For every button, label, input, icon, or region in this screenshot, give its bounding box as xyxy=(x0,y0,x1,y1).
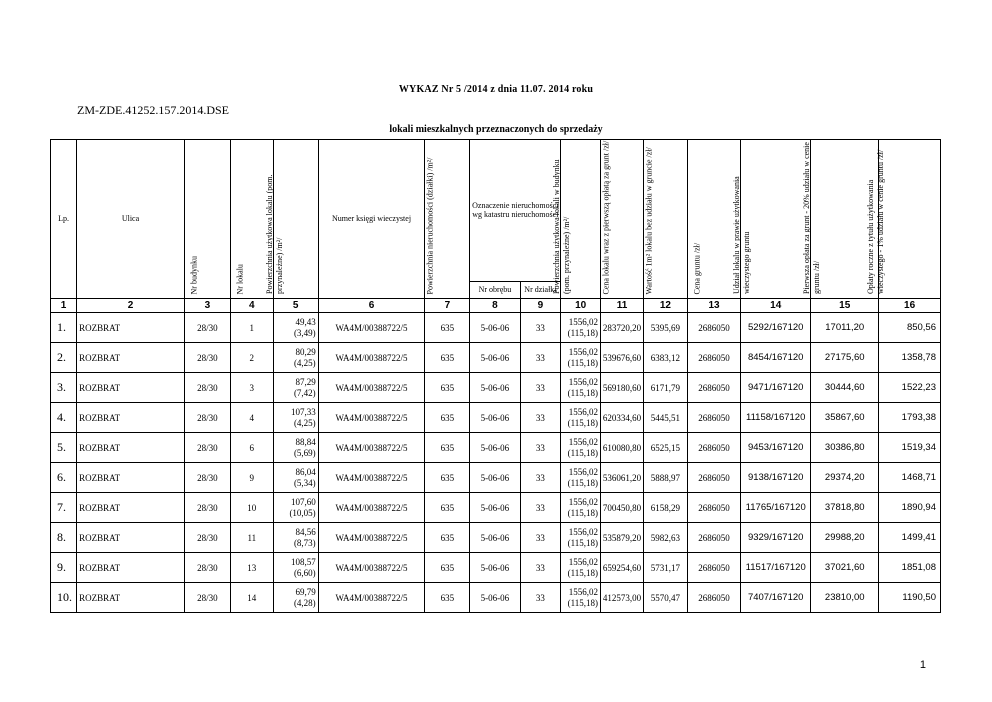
row-pow-lokalu-value: 69,79 xyxy=(295,586,316,597)
header-pierwsza-oplata: Pierwsza opłata za grunt - 20% udziału w cenie gruntu /zł/ xyxy=(811,140,879,299)
row-pow-lokalu-secondary: (4,25) xyxy=(293,417,316,428)
row-nr-budynku: 28/30 xyxy=(184,583,230,613)
row-cena-lokalu: 700450,80 xyxy=(601,493,644,523)
table-row xyxy=(51,463,941,493)
row-pierwsza-oplata: 30444,60 xyxy=(811,373,879,403)
row-wartosc-1m2: 5570,47 xyxy=(643,583,687,613)
row-udzial: 9329/167120 xyxy=(741,523,811,553)
row-pow-lokalu xyxy=(273,433,318,463)
row-cena-gruntu: 2686050 xyxy=(687,583,740,613)
row-pow-lokalu-secondary: (10,05) xyxy=(289,507,316,518)
row-pow-budynku xyxy=(561,343,601,373)
row-udzial: 11158/167120 xyxy=(741,403,811,433)
row-pow-lokalu-secondary: (5,34) xyxy=(293,477,316,488)
row-kw: WA4M/00388722/5 xyxy=(318,523,425,553)
row-nr-obrebu: 5-06-06 xyxy=(470,433,520,463)
row-lp: 10. xyxy=(51,583,77,613)
row-pow-budynku-secondary: (115,18) xyxy=(567,567,599,578)
row-udzial: 9471/167120 xyxy=(741,373,811,403)
header-nr-lokalu: Nr lokalu xyxy=(230,140,273,299)
header-lp: Lp. xyxy=(51,140,77,299)
row-pow-lokalu-secondary: (3,49) xyxy=(293,327,316,338)
row-pow-lokalu xyxy=(273,493,318,523)
row-pierwsza-oplata: 37818,80 xyxy=(811,493,879,523)
row-pow-nieruch: 635 xyxy=(425,583,470,613)
row-pow-nieruch: 635 xyxy=(425,373,470,403)
row-pow-budynku-value: 1556,02 xyxy=(568,376,599,387)
row-nr-obrebu: 5-06-06 xyxy=(470,313,520,343)
row-nr-budynku: 28/30 xyxy=(184,343,230,373)
column-number: 16 xyxy=(879,299,941,313)
row-cena-lokalu: 569180,60 xyxy=(601,373,644,403)
row-pow-budynku xyxy=(561,373,601,403)
row-oplaty-roczne: 1499,41 xyxy=(879,523,941,553)
row-cena-lokalu: 412573,00 xyxy=(601,583,644,613)
row-pow-lokalu xyxy=(273,313,318,343)
row-pierwsza-oplata: 27175,60 xyxy=(811,343,879,373)
row-cena-lokalu: 539676,60 xyxy=(601,343,644,373)
table-row xyxy=(51,493,941,523)
row-nr-obrebu: 5-06-06 xyxy=(470,583,520,613)
row-kw: WA4M/00388722/5 xyxy=(318,313,425,343)
row-wartosc-1m2: 6383,12 xyxy=(643,343,687,373)
row-pow-lokalu-secondary: (5,69) xyxy=(293,447,316,458)
row-pow-nieruch: 635 xyxy=(425,313,470,343)
row-cena-gruntu: 2686050 xyxy=(687,523,740,553)
row-nr-budynku: 28/30 xyxy=(184,553,230,583)
table-row xyxy=(51,523,941,553)
row-oplaty-roczne: 1793,38 xyxy=(879,403,941,433)
row-oplaty-roczne: 850,56 xyxy=(879,313,941,343)
row-ulica: ROZBRAT xyxy=(77,373,185,403)
row-nr-lokalu: 1 xyxy=(230,313,273,343)
table-row xyxy=(51,403,941,433)
row-kw: WA4M/00388722/5 xyxy=(318,493,425,523)
row-nr-budynku: 28/30 xyxy=(184,463,230,493)
row-pow-lokalu xyxy=(273,403,318,433)
row-nr-dzialki: 33 xyxy=(520,373,561,403)
column-number: 3 xyxy=(184,299,230,313)
row-cena-lokalu: 659254,60 xyxy=(601,553,644,583)
table-row xyxy=(51,583,941,613)
row-pierwsza-oplata: 30386,80 xyxy=(811,433,879,463)
row-nr-obrebu: 5-06-06 xyxy=(470,463,520,493)
row-ulica: ROZBRAT xyxy=(77,403,185,433)
document-subtitle: lokali mieszkalnych przeznaczonych do sprzedaży xyxy=(389,124,603,135)
row-nr-lokalu: 4 xyxy=(230,403,273,433)
row-pow-lokalu-value: 107,33 xyxy=(290,406,316,417)
properties-table xyxy=(50,139,941,613)
row-cena-gruntu: 2686050 xyxy=(687,553,740,583)
column-number: 9 xyxy=(520,299,561,313)
column-number: 8 xyxy=(470,299,520,313)
header-udzial: Udział lokalu w prawie użytkowania wieczystego gruntu xyxy=(741,140,811,299)
row-udzial: 5292/167120 xyxy=(741,313,811,343)
row-ulica: ROZBRAT xyxy=(77,583,185,613)
column-number: 4 xyxy=(230,299,273,313)
row-pow-budynku xyxy=(561,553,601,583)
row-nr-dzialki: 33 xyxy=(520,583,561,613)
row-cena-lokalu: 610080,80 xyxy=(601,433,644,463)
column-number: 5 xyxy=(273,299,318,313)
row-lp: 8. xyxy=(51,523,77,553)
row-pierwsza-oplata: 35867,60 xyxy=(811,403,879,433)
row-pow-lokalu-value: 108,57 xyxy=(290,556,316,567)
row-kw: WA4M/00388722/5 xyxy=(318,373,425,403)
row-oplaty-roczne: 1358,78 xyxy=(879,343,941,373)
row-lp: 7. xyxy=(51,493,77,523)
row-nr-budynku: 28/30 xyxy=(184,373,230,403)
row-nr-lokalu: 6 xyxy=(230,433,273,463)
row-ulica: ROZBRAT xyxy=(77,553,185,583)
header-nr-obrebu: Nr obrębu xyxy=(470,281,520,298)
row-pow-budynku xyxy=(561,463,601,493)
row-nr-dzialki: 33 xyxy=(520,553,561,583)
header-nr-budynku: Nr budynku xyxy=(184,140,230,299)
row-lp: 3. xyxy=(51,373,77,403)
row-pow-lokalu-secondary: (4,28) xyxy=(293,597,316,608)
header-wartosc-1m2: Wartość 1m² lokalu bez udziału w gruncie /zł/ xyxy=(643,140,687,299)
table-row xyxy=(51,343,941,373)
row-wartosc-1m2: 5982,63 xyxy=(643,523,687,553)
row-pow-nieruch: 635 xyxy=(425,523,470,553)
column-number: 12 xyxy=(643,299,687,313)
row-oplaty-roczne: 1468,71 xyxy=(879,463,941,493)
row-pow-lokalu-secondary: (6,60) xyxy=(293,567,316,578)
row-wartosc-1m2: 5445,51 xyxy=(643,403,687,433)
row-pow-budynku xyxy=(561,523,601,553)
row-pow-budynku-secondary: (115,18) xyxy=(567,597,599,608)
row-oplaty-roczne: 1519,34 xyxy=(879,433,941,463)
row-ulica: ROZBRAT xyxy=(77,523,185,553)
column-number: 7 xyxy=(425,299,470,313)
row-nr-dzialki: 33 xyxy=(520,463,561,493)
row-nr-obrebu: 5-06-06 xyxy=(470,523,520,553)
row-oplaty-roczne: 1190,50 xyxy=(879,583,941,613)
row-lp: 5. xyxy=(51,433,77,463)
row-pow-budynku-value: 1556,02 xyxy=(568,346,599,357)
row-pow-lokalu-value: 80,29 xyxy=(295,346,316,357)
row-ulica: ROZBRAT xyxy=(77,493,185,523)
row-pow-lokalu-value: 88,84 xyxy=(295,436,316,447)
row-nr-obrebu: 5-06-06 xyxy=(470,493,520,523)
row-nr-lokalu: 9 xyxy=(230,463,273,493)
row-wartosc-1m2: 5888,97 xyxy=(643,463,687,493)
row-pow-budynku-secondary: (115,18) xyxy=(567,507,599,518)
row-pow-lokalu-value: 87,29 xyxy=(295,376,316,387)
column-number: 13 xyxy=(687,299,740,313)
page-number: 1 xyxy=(919,659,926,671)
row-pow-nieruch: 635 xyxy=(425,463,470,493)
row-udzial: 7407/167120 xyxy=(741,583,811,613)
column-number: 1 xyxy=(51,299,77,313)
row-lp: 6. xyxy=(51,463,77,493)
row-pierwsza-oplata: 29988,20 xyxy=(811,523,879,553)
row-wartosc-1m2: 5395,69 xyxy=(643,313,687,343)
header-nr-dzialki: Nr działki xyxy=(520,281,561,298)
row-pow-lokalu xyxy=(273,373,318,403)
column-number: 6 xyxy=(318,299,425,313)
row-nr-obrebu: 5-06-06 xyxy=(470,343,520,373)
header-oznaczenie: Oznaczenie nieruchomości wg katastru nieruchomości xyxy=(470,140,561,282)
row-pow-lokalu xyxy=(273,553,318,583)
column-number-row xyxy=(51,299,941,313)
row-kw: WA4M/00388722/5 xyxy=(318,553,425,583)
reference-number: ZM-ZDE.41252.157.2014.DSE xyxy=(77,103,229,117)
row-pow-budynku xyxy=(561,313,601,343)
row-cena-lokalu: 620334,60 xyxy=(601,403,644,433)
row-kw: WA4M/00388722/5 xyxy=(318,583,425,613)
column-number: 11 xyxy=(601,299,644,313)
row-oplaty-roczne: 1522,23 xyxy=(879,373,941,403)
row-pow-budynku-value: 1556,02 xyxy=(568,526,599,537)
row-pow-lokalu-value: 49,43 xyxy=(295,316,316,327)
row-pierwsza-oplata: 37021,60 xyxy=(811,553,879,583)
row-pow-lokalu-value: 107,60 xyxy=(290,496,316,507)
table-body xyxy=(51,313,941,613)
row-cena-gruntu: 2686050 xyxy=(687,343,740,373)
row-nr-budynku: 28/30 xyxy=(184,403,230,433)
header-kw: Numer księgi wieczystej xyxy=(318,140,425,299)
row-pow-nieruch: 635 xyxy=(425,553,470,583)
row-pierwsza-oplata: 23810,00 xyxy=(811,583,879,613)
header-pow-lokalu: Powierzchnia użytkowa lokalu (pom. przynależne) /m²/ xyxy=(273,140,318,299)
row-pow-budynku-secondary: (115,18) xyxy=(567,357,599,368)
header-cena-lokalu: Cena lokalu wraz z pierwszą opłatą za grunt /zł/ xyxy=(601,140,644,299)
row-kw: WA4M/00388722/5 xyxy=(318,463,425,493)
row-nr-dzialki: 33 xyxy=(520,433,561,463)
row-pow-lokalu-secondary: (8,73) xyxy=(293,537,316,548)
row-ulica: ROZBRAT xyxy=(77,463,185,493)
table-row xyxy=(51,313,941,343)
row-nr-budynku: 28/30 xyxy=(184,313,230,343)
row-nr-lokalu: 14 xyxy=(230,583,273,613)
row-pow-lokalu-secondary: (7,42) xyxy=(293,387,316,398)
row-pow-budynku-secondary: (115,18) xyxy=(567,447,599,458)
row-nr-lokalu: 2 xyxy=(230,343,273,373)
row-nr-lokalu: 10 xyxy=(230,493,273,523)
row-nr-dzialki: 33 xyxy=(520,313,561,343)
header-cena-gruntu: Cena gruntu /zł/ xyxy=(687,140,740,299)
row-pow-budynku-secondary: (115,18) xyxy=(567,417,599,428)
row-pow-budynku-secondary: (115,18) xyxy=(567,327,599,338)
header-row xyxy=(51,140,941,282)
row-nr-lokalu: 11 xyxy=(230,523,273,553)
column-number: 2 xyxy=(77,299,185,313)
row-wartosc-1m2: 5731,17 xyxy=(643,553,687,583)
row-cena-gruntu: 2686050 xyxy=(687,493,740,523)
row-cena-gruntu: 2686050 xyxy=(687,313,740,343)
row-cena-lokalu: 535879,20 xyxy=(601,523,644,553)
row-cena-gruntu: 2686050 xyxy=(687,433,740,463)
header-ulica: Ulica xyxy=(77,140,185,299)
row-nr-obrebu: 5-06-06 xyxy=(470,373,520,403)
row-lp: 1. xyxy=(51,313,77,343)
row-kw: WA4M/00388722/5 xyxy=(318,433,425,463)
row-cena-gruntu: 2686050 xyxy=(687,373,740,403)
row-nr-budynku: 28/30 xyxy=(184,493,230,523)
row-lp: 2. xyxy=(51,343,77,373)
row-cena-gruntu: 2686050 xyxy=(687,403,740,433)
row-pow-nieruch: 635 xyxy=(425,493,470,523)
row-nr-budynku: 28/30 xyxy=(184,523,230,553)
row-nr-lokalu: 3 xyxy=(230,373,273,403)
row-pow-lokalu-value: 84,56 xyxy=(295,526,316,537)
row-pow-budynku xyxy=(561,433,601,463)
row-nr-dzialki: 33 xyxy=(520,523,561,553)
row-wartosc-1m2: 6525,15 xyxy=(643,433,687,463)
row-pierwsza-oplata: 29374,20 xyxy=(811,463,879,493)
column-number: 14 xyxy=(741,299,811,313)
row-cena-lokalu: 536061,20 xyxy=(601,463,644,493)
row-lp: 4. xyxy=(51,403,77,433)
row-nr-obrebu: 5-06-06 xyxy=(470,553,520,583)
row-pow-lokalu xyxy=(273,523,318,553)
row-pow-budynku-value: 1556,02 xyxy=(568,586,599,597)
column-number: 10 xyxy=(561,299,601,313)
row-udzial: 9453/167120 xyxy=(741,433,811,463)
row-nr-lokalu: 13 xyxy=(230,553,273,583)
table-row xyxy=(51,553,941,583)
row-nr-budynku: 28/30 xyxy=(184,433,230,463)
row-pow-nieruch: 635 xyxy=(425,343,470,373)
row-cena-lokalu: 283720,20 xyxy=(601,313,644,343)
header-pow-budynku: Powierzchnia użytkowa lokali w budynku (pom. przynależne) /m²/ xyxy=(561,140,601,299)
row-pow-lokalu xyxy=(273,463,318,493)
row-pow-lokalu-value: 86,04 xyxy=(295,466,316,477)
row-pow-budynku-secondary: (115,18) xyxy=(567,387,599,398)
row-udzial: 9138/167120 xyxy=(741,463,811,493)
row-pow-budynku xyxy=(561,403,601,433)
row-wartosc-1m2: 6171,79 xyxy=(643,373,687,403)
row-kw: WA4M/00388722/5 xyxy=(318,343,425,373)
table-row xyxy=(51,373,941,403)
row-pierwsza-oplata: 17011,20 xyxy=(811,313,879,343)
row-pow-budynku-value: 1556,02 xyxy=(568,496,599,507)
table-row xyxy=(51,433,941,463)
row-ulica: ROZBRAT xyxy=(77,433,185,463)
row-nr-dzialki: 33 xyxy=(520,403,561,433)
row-pow-budynku-value: 1556,02 xyxy=(568,316,599,327)
row-ulica: ROZBRAT xyxy=(77,343,185,373)
column-number: 15 xyxy=(811,299,879,313)
row-wartosc-1m2: 6158,29 xyxy=(643,493,687,523)
row-oplaty-roczne: 1851,08 xyxy=(879,553,941,583)
row-cena-gruntu: 2686050 xyxy=(687,463,740,493)
row-pow-lokalu xyxy=(273,343,318,373)
row-pow-nieruch: 635 xyxy=(425,403,470,433)
header-oplaty-roczne: Opłaty roczne z tytułu użytkowania wieczystego - 1% udziału w cenie gruntu /zł/ xyxy=(879,140,941,299)
row-pow-budynku-value: 1556,02 xyxy=(568,466,599,477)
row-pow-nieruch: 635 xyxy=(425,433,470,463)
row-udzial: 11765/167120 xyxy=(741,493,811,523)
row-pow-budynku xyxy=(561,493,601,523)
row-pow-budynku-value: 1556,02 xyxy=(568,436,599,447)
row-nr-dzialki: 33 xyxy=(520,343,561,373)
row-pow-budynku-secondary: (115,18) xyxy=(567,477,599,488)
document-title: WYKAZ Nr 5 /2014 z dnia 11.07. 2014 roku xyxy=(398,84,594,95)
row-pow-budynku-value: 1556,02 xyxy=(568,406,599,417)
row-lp: 9. xyxy=(51,553,77,583)
header-pow-nieruch: Powierzchnia nieruchomości (działki) /m²/ xyxy=(425,140,470,299)
row-nr-dzialki: 33 xyxy=(520,493,561,523)
row-pow-budynku-secondary: (115,18) xyxy=(567,537,599,548)
row-kw: WA4M/00388722/5 xyxy=(318,403,425,433)
row-pow-budynku-value: 1556,02 xyxy=(568,556,599,567)
row-pow-budynku xyxy=(561,583,601,613)
row-ulica: ROZBRAT xyxy=(77,313,185,343)
row-oplaty-roczne: 1890,94 xyxy=(879,493,941,523)
row-udzial: 11517/167120 xyxy=(741,553,811,583)
row-pow-lokalu-secondary: (4,25) xyxy=(293,357,316,368)
row-udzial: 8454/167120 xyxy=(741,343,811,373)
row-pow-lokalu xyxy=(273,583,318,613)
row-nr-obrebu: 5-06-06 xyxy=(470,403,520,433)
